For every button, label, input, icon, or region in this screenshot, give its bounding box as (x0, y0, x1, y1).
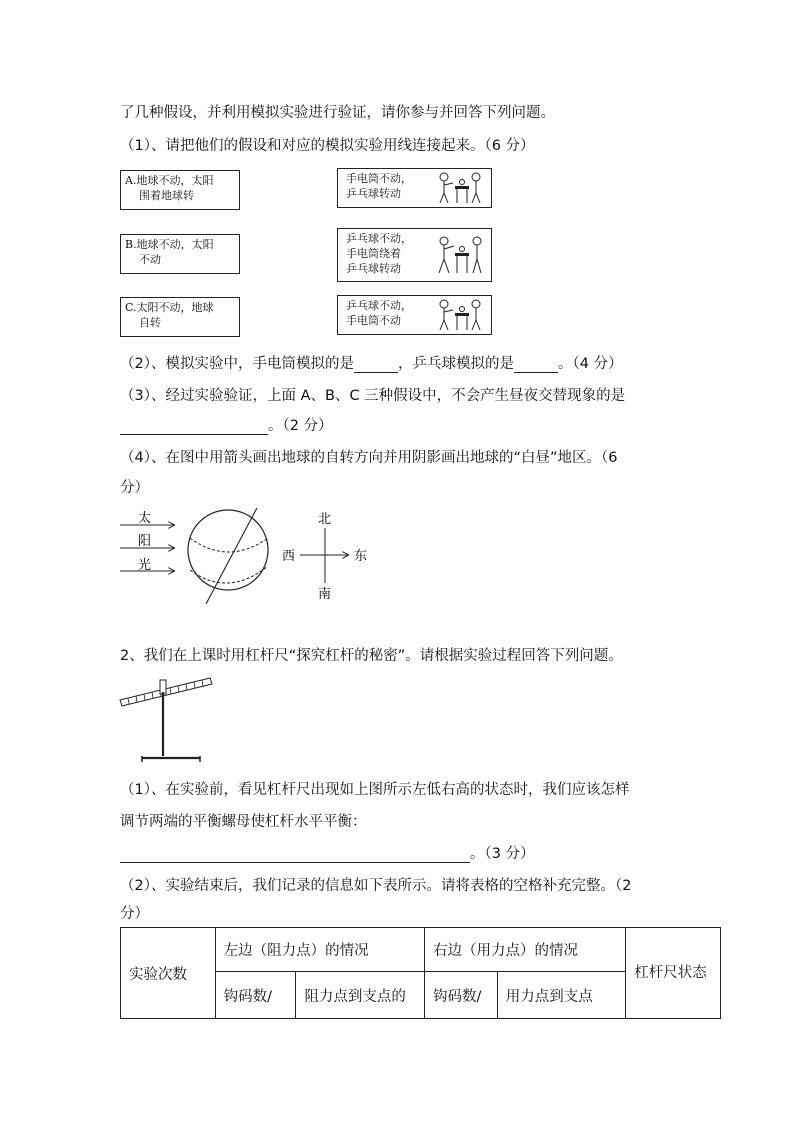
sun-label-3: 光 (138, 558, 152, 573)
experiment-record-table (120, 927, 721, 1019)
earth-equator-line (190, 538, 268, 552)
section2-title: 2、我们在上课时用杠杆尺“探究杠杆的秘密”。请根据实验过程回答下列问题。 (120, 648, 623, 664)
section2-p2-line1: （2）、实验结束后，我们记录的信息如下表所示。请将表格的空格补充完整。（2 (120, 878, 632, 894)
experiment-3-line1: 乒乓球不动， (346, 299, 412, 312)
experiment-1-line1: 手电筒不动， (346, 172, 412, 185)
experiment-2-line3: 乒乓球转动 (346, 262, 401, 275)
q2-text-part1: （2）、模拟实验中，手电筒模拟的是 (120, 356, 354, 372)
q3-line1: （3）、经过实验验证，上面 A、B、C 三种假设中，不会产生昼夜交替现象的是 (120, 388, 626, 404)
hypothesis-b-line2: 不动 (139, 253, 161, 266)
table-subheader-left-count: 钩码数/ (215, 972, 296, 1019)
hypothesis-box-b (120, 234, 240, 274)
hypothesis-a-line2: 围着地球转 (139, 189, 194, 202)
q3-line2 (120, 414, 333, 435)
kids-experiment-icon (435, 171, 485, 205)
sun-label-1: 太 (138, 511, 152, 526)
q2-answer-blank-1[interactable] (354, 358, 398, 373)
section2-p2-line2: 分） (120, 906, 149, 922)
experiment-2-line1: 乒乓球不动， (346, 232, 412, 245)
table-subheader-left-distance: 阻力点到支点的 (296, 972, 425, 1019)
q2-answer-blank-2[interactable] (514, 358, 558, 373)
section2-p1-line3 (120, 842, 535, 863)
hypothesis-b-line1: B.地球不动，太阳 (125, 238, 214, 251)
intro-line: 了几种假设，并利用模拟实验进行验证，请你参与并回答下列问题。 (120, 105, 555, 121)
section2-p1-line2: 调节两端的平衡螺母使杠杆水平平衡： (120, 814, 367, 830)
experiment-1-line2: 乒乓球转动 (346, 187, 401, 200)
table-subheader-right-count: 钩码数/ (424, 972, 497, 1019)
hypothesis-c-line1: C.太阳不动，地球 (125, 301, 214, 314)
experiment-box-3 (337, 295, 492, 335)
experiment-box-1 (337, 168, 492, 208)
table-subheader-right-distance: 用力点到支点 (497, 972, 626, 1019)
experiment-box-2 (337, 228, 492, 282)
lever-adjust-answer-blank[interactable] (120, 848, 470, 863)
compass-rose (278, 508, 378, 600)
q2-line (120, 352, 623, 373)
kids-experiment-icon (435, 231, 485, 277)
hypothesis-a-line1: A.地球不动，太阳 (125, 174, 214, 187)
experiment-2-line2: 手电筒绕着 (346, 247, 401, 260)
q2-text-part3: 。（4 分） (557, 356, 623, 372)
compass-east: 东 (354, 549, 368, 564)
hypothesis-box-a (120, 170, 240, 210)
compass-south: 南 (318, 587, 332, 600)
q1-prompt: （1）、请把他们的假设和对应的模拟实验用线连接起来。（6 分） (120, 138, 535, 154)
sun-label-2: 阳 (138, 534, 152, 549)
section2-p1-suffix: 。（3 分） (470, 846, 535, 862)
hypothesis-c-line2: 自转 (139, 316, 161, 329)
section2-p1-line1: （1）、在实验前，看见杠杆尺出现如上图所示左低右高的状态时，我们应该怎样 (120, 782, 630, 798)
earth-globe-icon (188, 510, 268, 590)
hypothesis-box-c (120, 297, 240, 337)
q4-line2: 分） (120, 480, 149, 496)
table-header-state: 杠杆尺状态 (626, 928, 721, 1019)
compass-north: 北 (318, 512, 332, 527)
table-header-left-group: 左边（阻力点）的情况 (215, 928, 424, 972)
lever-ruler-icon (118, 672, 218, 766)
q3-answer-blank[interactable] (120, 420, 268, 435)
experiment-3-line2: 手电筒不动 (346, 314, 401, 327)
q3-suffix: 。（2 分） (268, 418, 333, 434)
compass-west: 西 (282, 549, 296, 564)
table-header-trial: 实验次数 (121, 928, 216, 1019)
kids-experiment-icon (435, 298, 485, 332)
q4-line1: （4）、在图中用箭头画出地球的自转方向并用阴影画出地球的“白昼”地区。（6 (120, 450, 618, 466)
q2-text-part2: ，乒乓球模拟的是 (397, 356, 514, 372)
table-header-right-group: 右边（用力点）的情况 (424, 928, 625, 972)
